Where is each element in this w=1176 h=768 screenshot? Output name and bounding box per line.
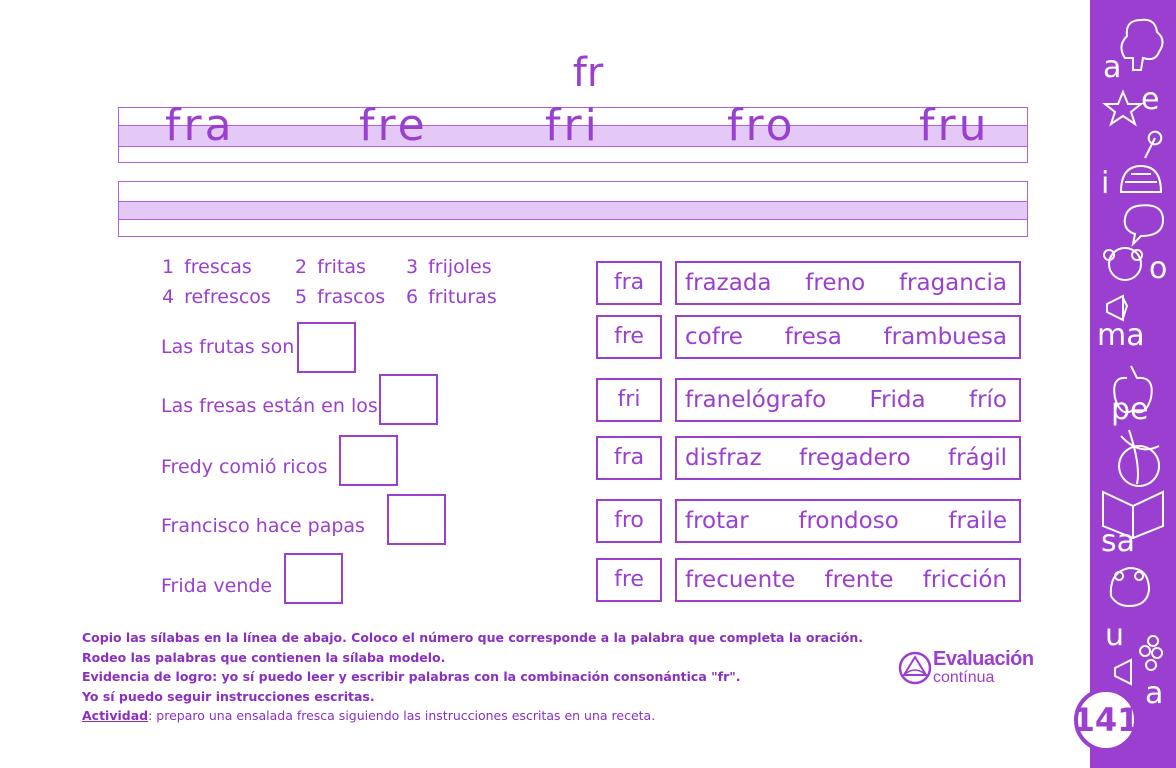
sentence-2: Las fresas están en los — [161, 395, 378, 417]
tree-icon — [1121, 20, 1162, 70]
instruction-line-3: Evidencia de logro: yo sí puedo leer y escribir palabras con la combinación consonántica "fr". — [82, 669, 741, 684]
sidebar-letter-u: u — [1105, 618, 1125, 653]
logo-line-1: Evaluación — [933, 648, 1034, 670]
word[interactable]: cofre — [685, 324, 743, 350]
row-syllable-1: fra — [596, 261, 662, 305]
sentence-3: Fredy comió ricos — [161, 456, 328, 478]
row-syllable-5: fro — [596, 499, 662, 543]
sentence-5: Frida vende — [161, 575, 273, 597]
word-row-6 — [675, 558, 1021, 602]
row-syllable-4: fra — [596, 436, 662, 480]
frog-icon — [1111, 568, 1149, 606]
instruction-line-1: Copio las sílabas en la línea de abajo. Coloco el número que corresponde a la palabra que completa la oración. — [82, 630, 864, 645]
sentence-4: Francisco hace papas — [161, 515, 365, 537]
answer-box-5[interactable] — [284, 553, 343, 604]
word[interactable]: frambuesa — [883, 324, 1007, 350]
sidebar-syllable-sa: sa — [1101, 524, 1136, 559]
instruction-line-4: Yo sí puedo seguir instrucciones escritas. — [82, 689, 375, 704]
option-3: 3 frijoles — [406, 256, 492, 278]
row-syllable-2: fre — [596, 315, 662, 359]
word[interactable]: frecuente — [685, 567, 796, 593]
sidebar-syllable-ma: ma — [1097, 318, 1145, 353]
sidebar-letter-a: a — [1103, 50, 1122, 85]
word[interactable]: frazada — [685, 270, 772, 296]
megaphone-icon — [1107, 296, 1127, 320]
activity-label: Actividad — [82, 708, 149, 723]
word-row-3 — [675, 378, 1021, 422]
syllable-fro: fro — [727, 100, 796, 151]
writing-band-midline — [119, 201, 1027, 220]
syllable-fri: fri — [545, 100, 600, 151]
word[interactable]: Frida — [869, 387, 926, 413]
sidebar-letter-i: i — [1101, 166, 1110, 201]
word[interactable]: fresa — [784, 324, 842, 350]
word[interactable]: frente — [824, 567, 894, 593]
option-5: 5 frascos — [295, 286, 386, 308]
word[interactable]: fraile — [948, 508, 1007, 534]
page-number: 141 — [1074, 688, 1138, 752]
answer-box-2[interactable] — [379, 374, 438, 425]
model-syllable-title: fr — [572, 50, 604, 96]
sidebar-letter-e: e — [1141, 82, 1160, 117]
word[interactable]: freno — [805, 270, 866, 296]
word[interactable]: fregadero — [799, 445, 911, 471]
triangle-circle-icon — [898, 651, 932, 685]
syllable-fru: fru — [919, 100, 990, 151]
sentence-1: Las frutas son — [161, 336, 295, 358]
word[interactable]: frío — [968, 387, 1007, 413]
sidebar-decoration — [1090, 0, 1176, 768]
ball-icon — [1119, 430, 1159, 486]
word[interactable]: fricción — [922, 567, 1007, 593]
answer-box-3[interactable] — [339, 435, 398, 486]
word-row-5 — [675, 499, 1021, 543]
answer-box-4[interactable] — [387, 494, 446, 545]
evaluation-logo — [898, 648, 1038, 692]
instruction-line-2: Rodeo las palabras que contienen la sílaba modelo. — [82, 650, 446, 665]
syllable-fre: fre — [359, 100, 428, 151]
sidebar-letter-a-2: a — [1145, 676, 1164, 711]
activity-text: : preparo una ensalada fresca siguiendo las instrucciones escritas en una receta. — [148, 708, 656, 723]
word[interactable]: frotar — [685, 508, 749, 534]
tracing-band-model — [118, 100, 1028, 163]
word-row-4 — [675, 436, 1021, 480]
row-syllable-6: fre — [596, 558, 662, 602]
star-icon — [1105, 92, 1141, 124]
speech-bubble-icon — [1125, 205, 1163, 244]
word[interactable]: frondoso — [798, 508, 899, 534]
option-4: 4 refrescos — [162, 286, 271, 308]
sidebar-syllable-pe: pe — [1111, 392, 1149, 427]
grapes-icon — [1140, 636, 1162, 670]
megaphone-icon-2 — [1115, 660, 1131, 684]
word[interactable]: disfraz — [685, 445, 762, 471]
word-row-1 — [675, 261, 1021, 305]
syllable-fra: fra — [165, 100, 235, 151]
microphone-icon — [1145, 132, 1161, 158]
word-row-2 — [675, 315, 1021, 359]
word[interactable]: frágil — [947, 445, 1007, 471]
option-1: 1 frescas — [162, 256, 252, 278]
answer-box-1[interactable] — [297, 322, 356, 373]
sidebar-inner — [1097, 6, 1169, 762]
sidebar-letter-o: o — [1149, 251, 1168, 286]
logo-line-2: contínua — [933, 669, 995, 686]
word[interactable]: fragancia — [898, 270, 1007, 296]
row-syllable-3: fri — [596, 378, 662, 422]
activity-line — [82, 708, 655, 723]
word[interactable]: franelógrafo — [685, 387, 827, 413]
option-6: 6 frituras — [406, 286, 497, 308]
igloo-icon — [1121, 166, 1161, 192]
writing-band[interactable] — [118, 181, 1028, 237]
bear-face-icon — [1104, 248, 1142, 280]
option-2: 2 fritas — [295, 256, 366, 278]
